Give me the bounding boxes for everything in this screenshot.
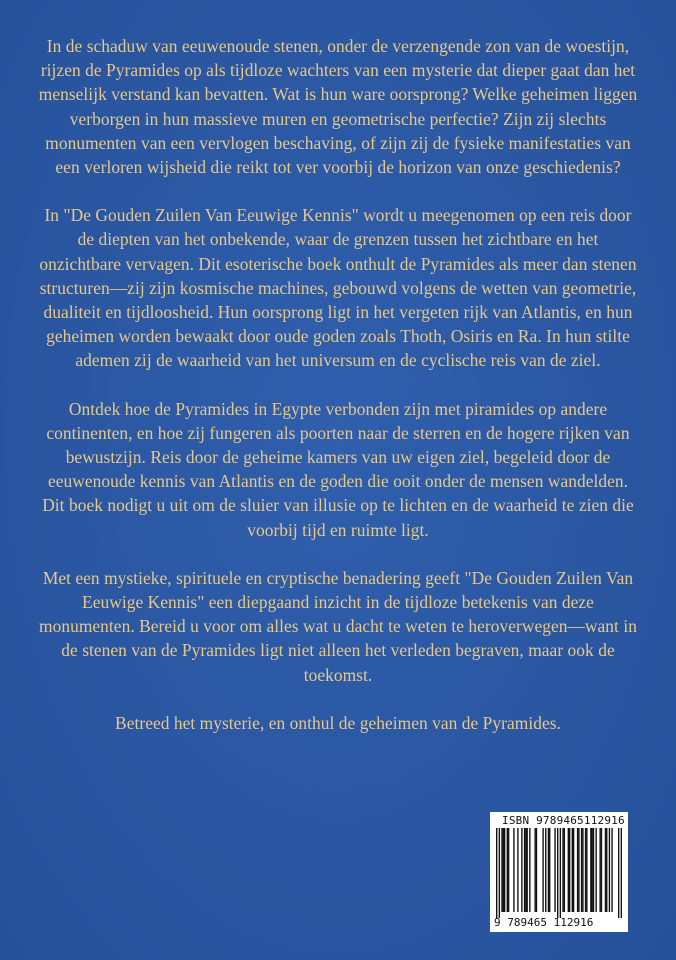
barcode-bar <box>568 828 569 912</box>
barcode-bar <box>572 828 573 912</box>
barcode-bar <box>599 828 600 912</box>
barcode-bar <box>578 828 579 912</box>
barcode-bars <box>496 828 622 918</box>
barcode-bar <box>606 828 607 912</box>
barcode-bar <box>577 828 578 912</box>
barcode-bar <box>554 828 555 912</box>
barcode-bar <box>534 828 535 912</box>
barcode-bar <box>496 828 497 918</box>
barcode-bar <box>601 828 602 912</box>
barcode-bar <box>609 828 610 912</box>
paragraph-1: In de schaduw van eeuwenoude stenen, onder de verzengende zon van de woestijn, rijzen de Pyramides op als tijdloze wachters van een mysterie dat dieper gaat dan het menselijk verstand kan bevatten. Wat is hun ware oorsprong? Welke geheimen liggen verborgen in hun massieve muren en geometrische perfectie? Zijn zij slechts monumenten van een vervlogen beschaving, of zijn zij de fysieke manifestaties van een verloren wijsheid die reikt tot ver voorbij de horizon van onze geschiedenis? <box>38 36 638 178</box>
barcode-bar <box>557 828 558 918</box>
barcode-bar <box>521 828 522 912</box>
barcode-bar <box>591 828 592 912</box>
barcode-bar <box>621 828 622 918</box>
barcode-bar <box>517 828 518 912</box>
barcode-bar <box>618 828 619 918</box>
barcode-bar <box>508 828 509 912</box>
barcode-bar <box>542 828 543 912</box>
barcode-bar <box>525 828 526 912</box>
barcode-bar <box>499 828 500 918</box>
isbn-barcode <box>490 812 628 932</box>
paragraph-5: Betreed het mysterie, en onthul de geheimen van de Pyramides. <box>115 712 561 733</box>
barcode-bar <box>611 828 612 912</box>
barcode-bar <box>545 828 546 912</box>
barcode-bar <box>582 828 583 912</box>
paragraph-4: Met een mystieke, spirituele en cryptische benadering geeft "De Gouden Zuilen Van Eeuwige Kennis" een diepgaand inzicht in de tijdloze betekenis van deze monumenten. Bereid u voor om alles wat u dacht te weten te heroverwegen—want in de stenen van de Pyramides ligt niet alleen het verleden begraven, maar ook de toekomst. <box>39 567 637 685</box>
barcode-bar <box>501 828 502 912</box>
barcode-bar <box>549 828 550 912</box>
barcode-bar <box>507 828 508 912</box>
blurb-text <box>36 34 640 759</box>
barcode-bar <box>590 828 591 912</box>
barcode-bar <box>527 828 528 912</box>
barcode-bar <box>593 828 594 912</box>
barcode-bar <box>560 828 561 918</box>
barcode-bar <box>536 828 537 912</box>
isbn-label: ISBN 9789465112916 <box>502 814 625 827</box>
paragraph-2: In "De Gouden Zuilen Van Eeuwige Kennis" wordt u meegenomen op een reis door de diepten van het onbekende, waar de grenzen tussen het zichtbare en het onzichtbare vervagen. Dit esoterische boek onthult de Pyramides als meer dan stenen structuren—zij zijn kosmische machines, gebouwd volgens de wetten van geometrie, dualiteit en tijdloosheid. Hun oorsprong ligt in het vergeten rijk van Atlantis, en hun geheimen worden bewaakt door oude goden zoals Thoth, Osiris en Ra. In hun stilte ademen zij de waarheid van het universum en de cyclische reis van de ziel. <box>39 205 637 371</box>
barcode-bar <box>595 828 596 912</box>
barcode-bar <box>564 828 565 912</box>
barcode-bar <box>569 828 570 912</box>
barcode-bar <box>513 828 514 912</box>
barcode-bar <box>585 828 586 912</box>
barcode-bar <box>573 828 574 912</box>
barcode-bar <box>581 828 582 912</box>
barcode-bar <box>586 828 587 912</box>
barcode-bar <box>524 828 525 912</box>
barcode-bar <box>548 828 549 912</box>
barcode-bar <box>504 828 505 912</box>
barcode-bar <box>605 828 606 912</box>
paragraph-3: Ontdek hoe de Pyramides in Egypte verbonden zijn met piramides op andere continenten, en hoe zij fungeren als poorten naar de sterren en de hogere rijken van bewustzijn. Reis door de geheime kamers van uw eigen ziel, begeleid door de eeuwenoude kennis van Atlantis en de goden die ooit onder de mensen wandelden. Dit boek nodigt u uit om de sluier van illusie op te lichten en de waarheid te zien die voorbij tijd en ruimte ligt. <box>42 398 634 540</box>
barcode-bar <box>503 828 504 912</box>
barcode-bar <box>562 828 563 912</box>
barcode-bar <box>529 828 530 912</box>
isbn-digits: 9 789465 112916 <box>494 916 594 929</box>
